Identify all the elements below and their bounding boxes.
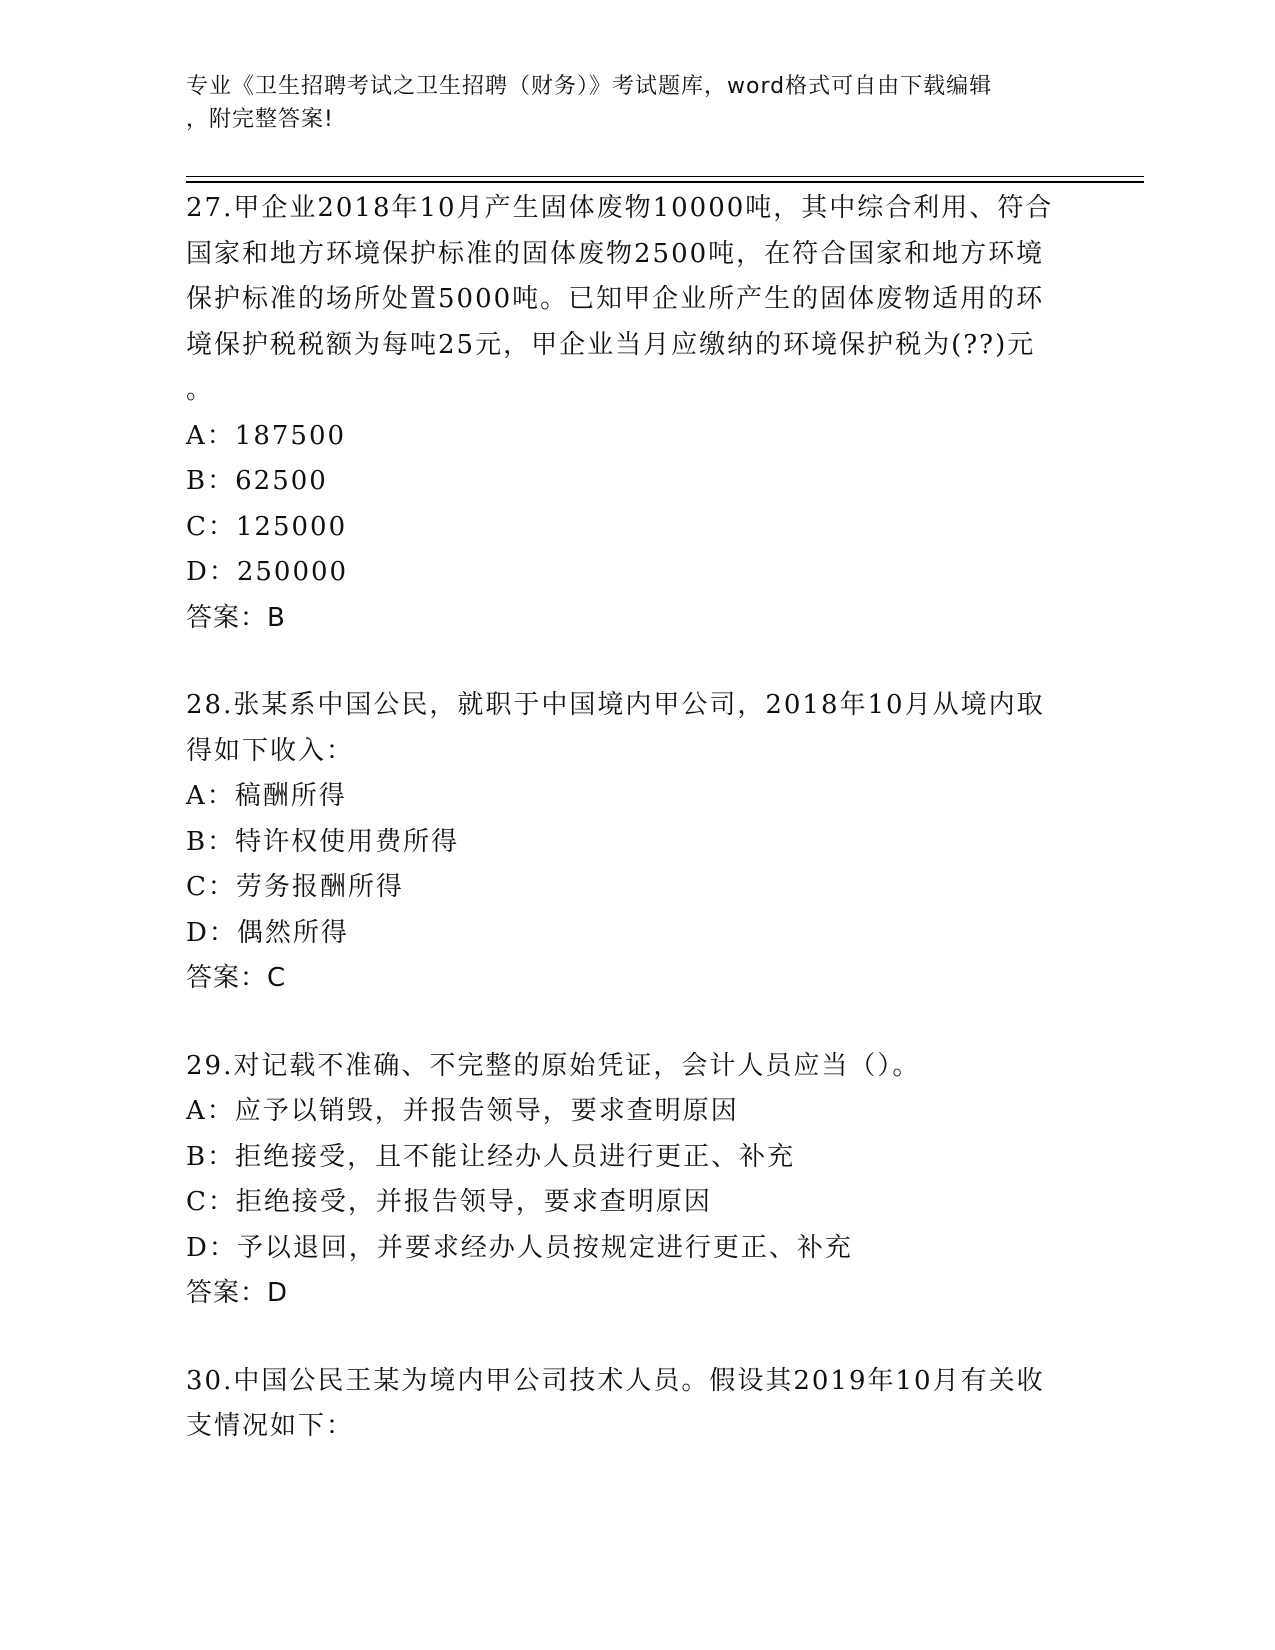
question-stem-line: 28.张某系中国公民，就职于中国境内甲公司，2018年10月从境内取 [186, 690, 1045, 720]
question-stem-line: 27.甲企业2018年10月产生固体废物10000吨，其中综合利用、符合 [186, 193, 1054, 223]
question-stem-line: 境保护税税额为每吨25元，甲企业当月应缴纳的环境保护税为(??)元 [186, 329, 1036, 360]
answer-option: C：劳务报酬所得 [186, 872, 404, 902]
question-stem-line: 保护标准的场所处置5000吨。已知甲企业所产生的固体废物适用的环 [186, 284, 1045, 314]
answer-option: D：予以退回，并要求经办人员按规定进行更正、补充 [186, 1232, 853, 1263]
answer-option: B：拒绝接受，且不能让经办人员进行更正、补充 [186, 1141, 796, 1172]
question-stem-line: 。 [186, 375, 215, 405]
answer-option: B：62500 [186, 466, 328, 496]
question-stem-line: 支情况如下： [186, 1411, 355, 1441]
answer-option: A：应予以销毁，并报告领导，要求查明原因 [186, 1096, 739, 1126]
answer-option: C：拒绝接受，并报告领导，要求查明原因 [186, 1187, 712, 1217]
header-line-2: ，附完整答案! [186, 107, 334, 132]
answer-option: D：250000 [186, 557, 349, 587]
answer-option: A：187500 [186, 420, 347, 451]
question-stem-line: 国家和地方环境保护标准的固体废物2500吨，在符合国家和地方环境 [186, 238, 1045, 269]
question-4 [186, 1359, 1066, 1450]
question-stem-line: 得如下收入： [186, 735, 355, 766]
header-rule-thick [186, 181, 1144, 183]
question-stem-line: 29.对记载不准确、不完整的原始凭证，会计人员应当（）。 [186, 1050, 921, 1081]
header-rule-thin [186, 176, 1144, 177]
answer-option: B：特许权使用费所得 [186, 826, 460, 857]
answer-key: 答案：C [186, 963, 287, 993]
question-1 [186, 186, 1066, 641]
question-2 [186, 683, 1066, 1002]
answer-option: C：125000 [186, 511, 348, 542]
answer-option: A：稿酬所得 [186, 781, 347, 811]
question-list [186, 186, 1066, 1492]
question-3 [186, 1044, 1066, 1317]
answer-key: 答案：D [186, 1278, 289, 1308]
answer-option: D：偶然所得 [186, 917, 349, 948]
answer-key: 答案：B [186, 602, 286, 633]
header-line-1: 专业《卫生招聘考试之卫生招聘（财务）》考试题库，word格式可自由下载编辑 [186, 74, 993, 99]
question-stem-line: 30.中国公民王某为境内甲公司技术人员。假设其2019年10月有关收 [186, 1365, 1045, 1396]
document-header [186, 70, 1066, 136]
